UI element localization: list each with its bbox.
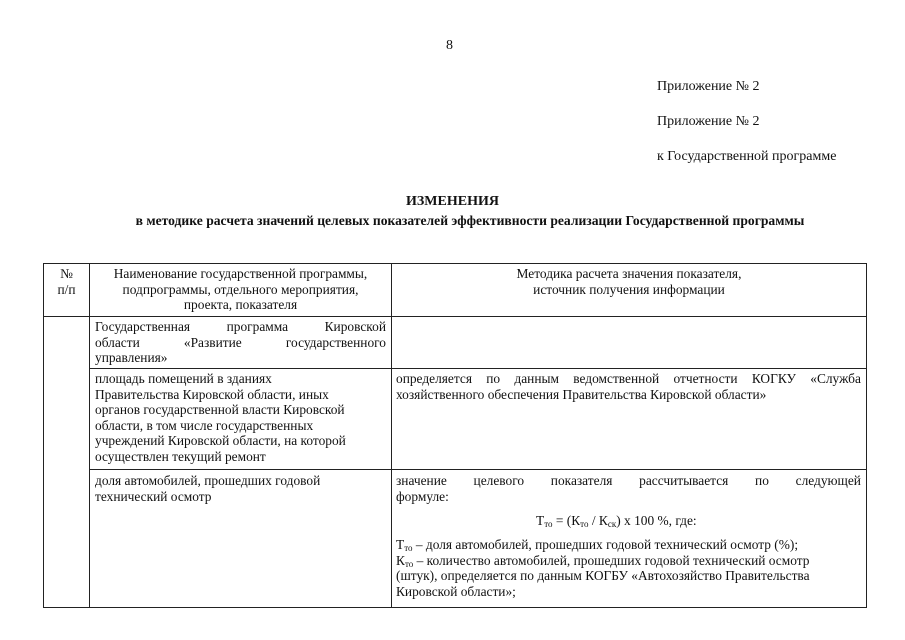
definition-line: $Т_{то}$ – доля автомобилей, прошедших годовой технический осмотр (%); — [396, 537, 799, 553]
row-name-cell: площадь помещений в зданиях Правительства Кировской области, иных органов государственной власти Кировской области, в том числе государственных учреждений Кировской области, на которой осуществлен текущий ремонт — [95, 371, 346, 464]
header-name: Наименование государственной программы, подпрограммы, отдельного мероприятия, проекта, показателя — [113, 266, 368, 313]
row-name-cell: доля автомобилей, прошедших годовой технический осмотр — [95, 473, 321, 504]
header-method: Методика расчета значения показателя, источник получения информации — [516, 266, 742, 297]
definition-line: $К_{то}$ – количество автомобилей, прошедших годовой технический осмотр — [396, 552, 810, 569]
appendix-label: Приложение № 2 — [657, 114, 760, 129]
header-number: № п/п — [57, 266, 76, 297]
document-title: ИЗМЕНЕНИЯ — [406, 194, 499, 209]
name-line: области «Развитие государственного — [95, 334, 386, 350]
row-method-cell: значение целевого показателя рассчитывается по следующей формуле: — [396, 473, 861, 504]
method-line: значение целевого показателя рассчитывается по следующей — [396, 473, 861, 488]
formula: $Т_{то} = (К_{то} / К_{ск})$ х 100 %, где: — [536, 513, 697, 529]
formula-definitions: $Т_{то}$ – доля автомобилей, прошедших годовой технический осмотр (%); $К_{то}$ – количество автомобилей, прошедших годовой технический осмотр (штук), определяется по данным КОГБУ «Автохозяйство Правительства Кировской области»; — [396, 537, 861, 599]
row-name-cell: Государственная программа Кировской области «Развитие государственного управления» — [95, 319, 386, 366]
row-method-cell: определяется по данным ведомственной отчетности КОГКУ «Служба хозяйственного обеспечения Правительства Кировской области» — [396, 371, 861, 402]
page-number: 8 — [446, 38, 453, 53]
document-subtitle: в методике расчета значений целевых показателей эффективности реализации Государственной программы — [135, 213, 805, 228]
name-line: Государственная программа Кировской — [95, 319, 386, 334]
method-line: определяется по данным ведомственной отчетности КОГКУ «Служба — [396, 371, 861, 386]
appendix-reference: к Государственной программе — [657, 149, 837, 164]
appendix-label: Приложение № 2 — [657, 79, 760, 94]
